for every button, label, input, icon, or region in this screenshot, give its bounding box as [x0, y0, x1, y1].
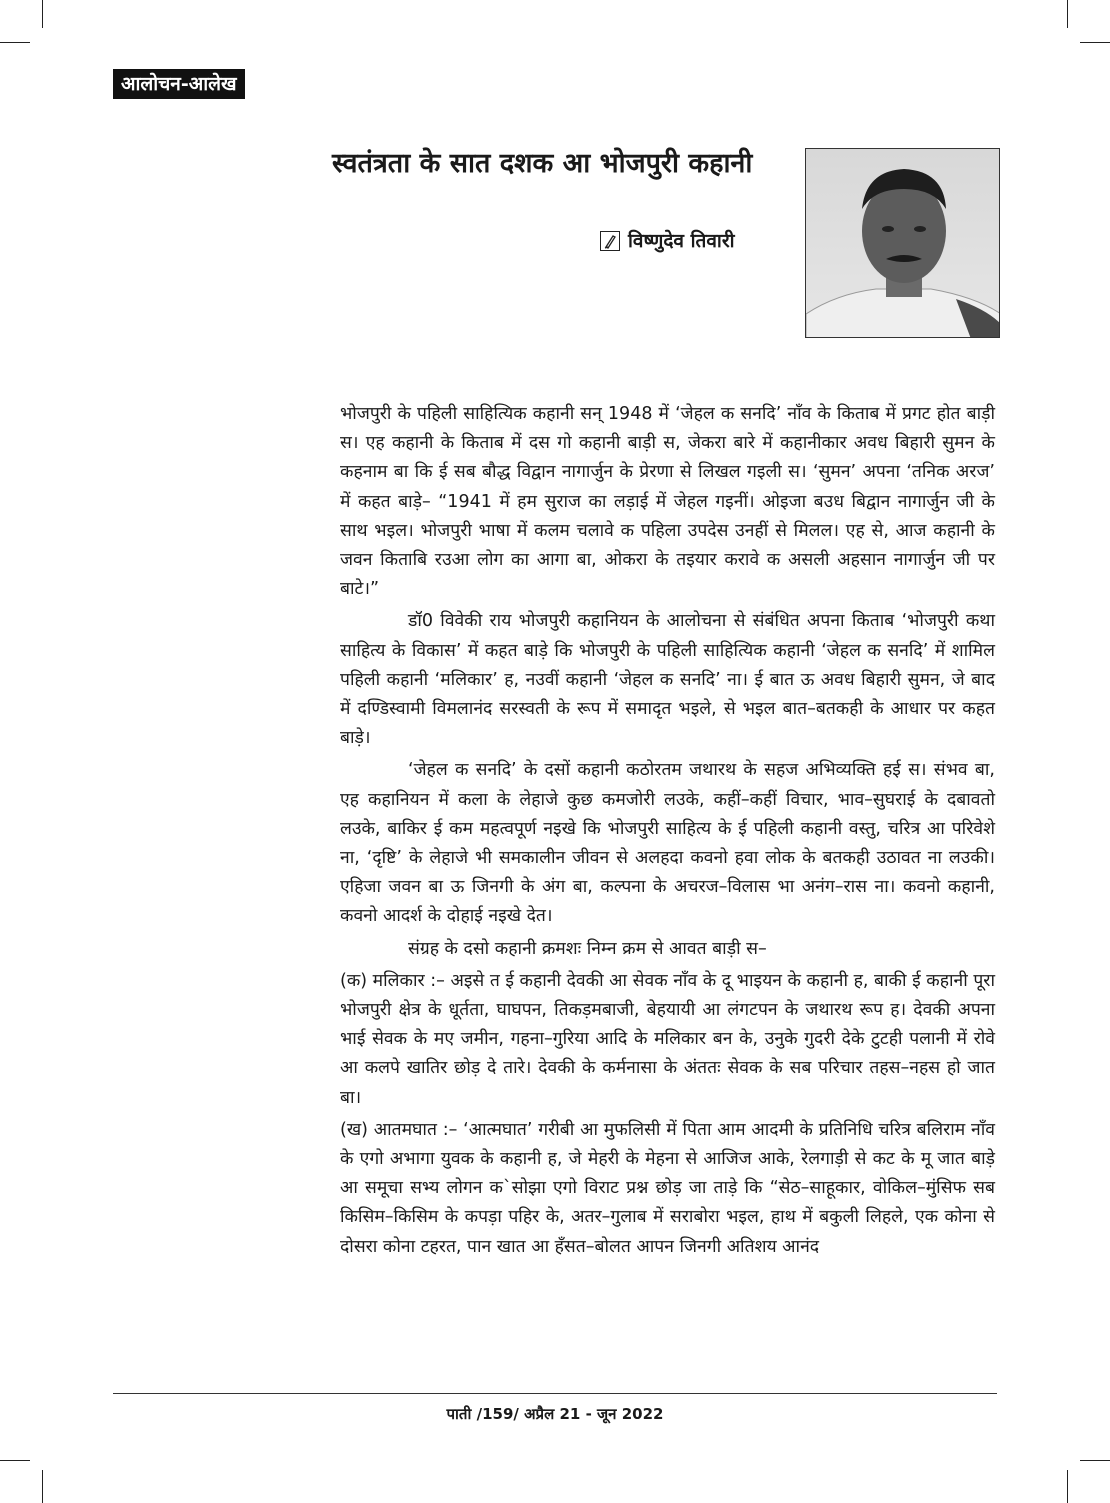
- crop-mark-bottom-left-h: [0, 1460, 30, 1461]
- footer-rule: [113, 1393, 997, 1394]
- crop-mark-top-right-h: [1080, 42, 1110, 43]
- paragraph: डॉ0 विवेकी राय भोजपुरी कहानियन के आलोचना से संबंधित अपना किताब ‘भोजपुरी कथा साहित्य के विकास’ में कहत बाड़े कि भोजपुरी के पहिली साहित्यिक कहानी ‘जेहल क सनदि’ में शामिल पहिली कहानी ‘मलिकार’ ह, नउवीं कहानी ‘जेहल क सनदि’ ना। ई बात ऊ अवध बिहारी सुमन, जे बाद में दण्डिस्वामी विमलानंद सरस्वती के रूप में समादृत भइले, से भइल बात–बतकही के आधार पर कहत बाड़े।: [340, 611, 995, 749]
- crop-mark-bottom-right-h: [1080, 1460, 1110, 1461]
- section-tag: आलोचन-आलेख: [113, 69, 245, 99]
- crop-mark-bottom-right-v: [1067, 1470, 1068, 1503]
- paragraph: भोजपुरी के पहिली साहित्यिक कहानी सन् 1948 में ‘जेहल क सनदि’ नाँव के किताब में प्रगट होत बाड़ी स। एह कहानी के किताब में दस गो कहानी बाड़ी स, जेकरा बारे में कहानीकार अवध बिहारी सुमन के कहनाम बा कि ई सब बौद्ध विद्वान नागार्जुन के प्रेरणा से लिखल गइली स। ‘सुमन’ अपना ‘तनिक अरज’ में कहत बाड़े– “1941 में हम सुराज का लड़ाई में जेहल गइनीं। ओइजा बउध बिद्वान नागार्जुन जी के साथ भइल। भोजपुरी भाषा में कलम चलावे क पहिला उपदेस उनहीं से मिलल। एह से, आज कहानी के जवन किताबि रउआ लोग का आगा बा, ओकरा के तइयार करावे क असली अहसान नागार्जुन जी पर बाटे।”: [340, 404, 995, 600]
- paragraph: ‘जेहल क सनदि’ के दसों कहानी कठोरतम जथारथ के सहज अभिव्यक्ति हई स। संभव बा, एह कहानियन में कला के लेहाजे कुछ कमजोरी लउके, कहीं–कहीं विचार, भाव–सुघराई के दबावतो लउके, बाकिर ई कम महत्वपूर्ण नइखे कि भोजपुरी साहित्य के ई पहिली कहानी वस्तु, चरित्र आ परिवेशे ना, ‘दृष्टि’ के लेहाजे भी समकालीन जीवन से अलहदा कवनो हवा लोक के बतकही उठावत ना लउकी। एहिजा जवन बा ऊ जिनगी के अंग बा, कल्पना के अचरज–विलास भा अनंग–रास ना। कवनो कहानी, कवनो आदर्श के दोहाई नइखे देत।: [340, 760, 995, 927]
- author-name: विष्णुदेव तिवारी: [628, 230, 735, 252]
- crop-mark-bottom-left-v: [42, 1470, 43, 1503]
- article-body: [340, 400, 995, 1265]
- author-portrait: [805, 148, 1000, 338]
- crop-mark-top-right-v: [1067, 0, 1068, 28]
- paragraph: (क) मलिकार :– अइसे त ई कहानी देवकी आ सेवक नाँव के दू भाइयन के कहानी ह, बाकी ई कहानी पूरा भोजपुरी क्षेत्र के धूर्तता, घाघपन, तिकड़मबाजी, बेहयायी आ लंगटपन के जथारथ रूप ह। देवकी अपना भाई सेवक के मए जमीन, गहना–गुरिया आदि के मलिकार बन के, उनुके गुदरी देके टुटही पलानी में रोवे आ कलपे खातिर छोड़ दे तारे। देवकी के कर्मनासा के अंततः सेवक के सब परिचार तहस–नहस हो जात बा।: [340, 970, 995, 1108]
- crop-mark-top-left-v: [42, 0, 43, 28]
- article-title: स्वतंत्रता के सात दशक आ भोजपुरी कहानी: [332, 148, 753, 179]
- author-byline: [600, 226, 790, 256]
- crop-mark-top-left-h: [0, 42, 30, 43]
- page-footer: पाती /159/ अप्रैल 21 - जून 2022: [446, 1405, 664, 1423]
- pen-icon: [600, 231, 620, 251]
- paragraph: संग्रह के दसो कहानी क्रमशः निम्न क्रम से आवत बाड़ी स–: [408, 938, 767, 959]
- paragraph: (ख) आतमघात :– ‘आत्मघात’ गरीबी आ मुफलिसी में पिता आम आदमी के प्रतिनिधि चरित्र बलिराम नाँव के एगो अभागा युवक के कहानी ह, जे मेहरी के मेहना से आजिज आके, रेलगाड़ी से कट के मू जात बाड़े आ समूचा सभ्य लोगन क`सोझा एगो विराट प्रश्न छोड़ जा ताड़े कि “सेठ–साहूकार, वोकिल–मुंसिफ सब किसिम–किसिम के कपड़ा पहिर के, अतर–गुलाब में सराबोरा भइल, हाथ में बकुली लिहले, एक कोना से दोसरा कोना टहरत, पान खात आ हँसत–बोलत आपन जिनगी अतिशय आनंद: [340, 1119, 995, 1257]
